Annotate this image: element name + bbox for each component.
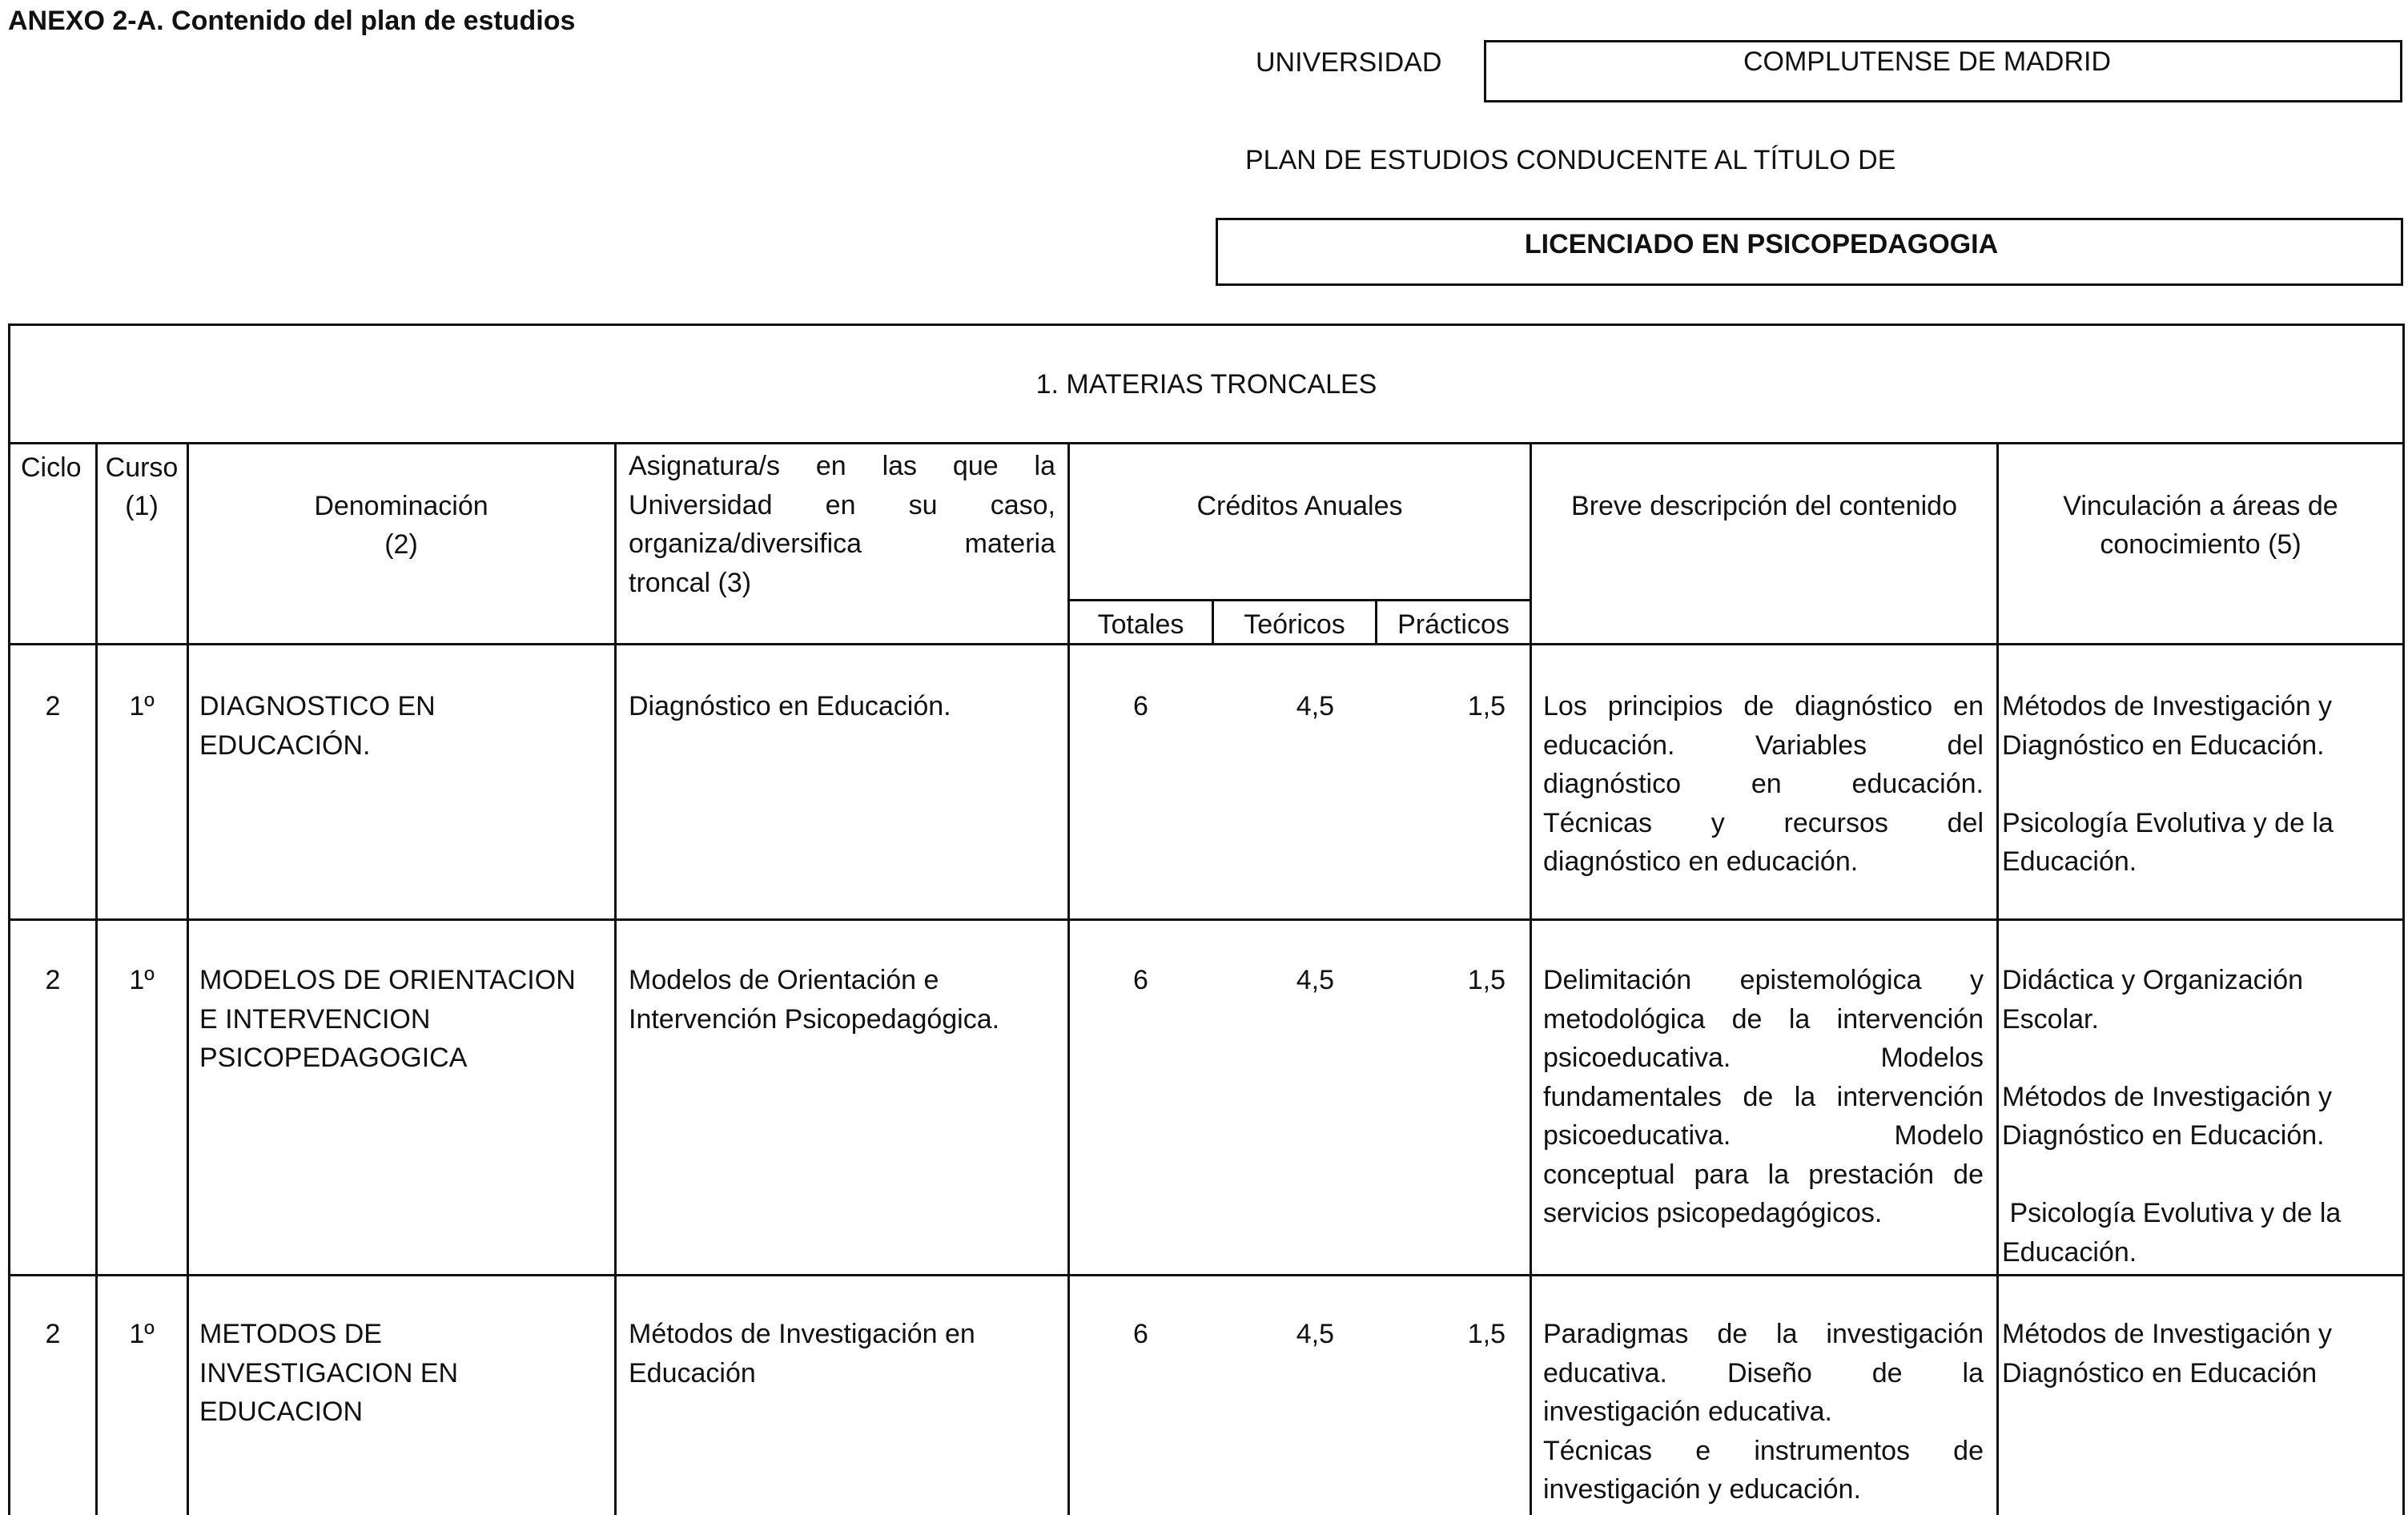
row-practicos: 1,5	[1467, 965, 1506, 995]
row-vinculacion-line: Psicología Evolutiva y de la	[2002, 807, 2334, 838]
col-asignatura-line: organiza/diversifica materia	[629, 528, 1055, 559]
row-vinculacion-line: Diagnóstico en Educación	[2002, 1357, 2318, 1388]
row-vinculacion-line	[2002, 1155, 2341, 1195]
row-practicos: 1,5	[1467, 1319, 1506, 1349]
row-asignatura	[629, 961, 999, 1039]
annex-title: ANEXO 2-A. Contenido del plan de estudios	[8, 6, 576, 36]
row-descripcion-line: fundamentales de la intervención	[1543, 1081, 1984, 1112]
row-vinculacion	[2002, 687, 2334, 882]
row-vinculacion-line: Métodos de Investigación y	[2002, 1319, 2333, 1349]
university-box	[1484, 40, 2402, 102]
col-asignatura	[629, 447, 1055, 602]
col-practicos: Prácticos	[1397, 609, 1510, 640]
row-asignatura-line: Educación	[629, 1357, 756, 1388]
row-vinculacion-line: Didáctica y Organización	[2002, 965, 2304, 995]
row-vinculacion-line	[2002, 765, 2334, 804]
col-asignatura-line: Universidad en su caso,	[629, 489, 1055, 520]
row-descripcion-line: conceptual para la prestación de	[1543, 1159, 1984, 1190]
row-ciclo: 2	[45, 965, 61, 995]
col-vinculacion: Vinculación a áreas de	[2063, 491, 2338, 521]
row-totales: 6	[1133, 691, 1148, 721]
row-descripcion-line: Los principios de diagnóstico en	[1543, 691, 1984, 721]
row-denominacion-line: E INTERVENCION	[199, 1003, 431, 1035]
row-denominacion-line: METODOS DE	[199, 1319, 382, 1349]
row-descripcion	[1543, 687, 1984, 882]
row-descripcion-line: psicoeducativa. Modelo	[1543, 1120, 1984, 1151]
row-descripcion-line: Paradigmas de la investigación	[1543, 1319, 1984, 1349]
col-denominacion: Denominación	[314, 491, 488, 521]
row-denominacion-line: EDUCACIÓN.	[199, 729, 371, 761]
row-vinculacion-line	[2002, 1039, 2341, 1078]
row-vinculacion-line: Diagnóstico en Educación.	[2002, 1120, 2325, 1151]
row-descripcion	[1543, 961, 1984, 1233]
row-denominacion	[199, 1315, 458, 1432]
row-descripcion-line: Técnicas e instrumentos de	[1543, 1435, 1984, 1466]
row-teoricos: 4,5	[1296, 691, 1334, 721]
row-vinculacion-line: Métodos de Investigación y	[2002, 691, 2333, 721]
row-descripcion-line: metodológica de la intervención	[1543, 1003, 1984, 1035]
col-vinculacion-note: conocimiento (5)	[2100, 529, 2301, 560]
row-descripcion-line: servicios psicopedagógicos.	[1543, 1198, 1883, 1228]
row-denominacion-line: INVESTIGACION EN	[199, 1357, 459, 1388]
row-descripcion-line: Delimitación epistemológica y	[1543, 965, 1984, 995]
row-curso: 1º	[129, 965, 155, 995]
row-totales: 6	[1133, 965, 1148, 995]
row-teoricos: 4,5	[1296, 965, 1334, 995]
col-asignatura-line: troncal (3)	[629, 567, 752, 598]
row-descripcion-line: diagnóstico en educación.	[1543, 846, 1859, 877]
row-vinculacion-line: Educación.	[2002, 1236, 2137, 1268]
row-asignatura-line: Diagnóstico en Educación.	[629, 691, 951, 721]
row-denominacion	[199, 961, 576, 1078]
row-teoricos: 4,5	[1296, 1319, 1334, 1349]
row-denominacion-line: EDUCACION	[199, 1396, 364, 1427]
row-denominacion-line: MODELOS DE ORIENTACION	[199, 965, 576, 995]
row-vinculacion-line: Diagnóstico en Educación.	[2002, 729, 2325, 761]
row-vinculacion-line: Psicología Evolutiva y de la	[2002, 1198, 2342, 1228]
row-vinculacion	[2002, 1315, 2332, 1392]
col-totales: Totales	[1097, 609, 1184, 640]
row-vinculacion-line: Escolar.	[2002, 1003, 2099, 1035]
row-vinculacion-line: Educación.	[2002, 846, 2137, 877]
row-totales: 6	[1133, 1319, 1148, 1349]
col-denominacion-note: (2)	[384, 529, 418, 560]
plan-label: PLAN DE ESTUDIOS CONDUCENTE AL TÍTULO DE	[1245, 145, 1896, 175]
row-ciclo: 2	[45, 691, 61, 721]
row-asignatura	[629, 1315, 975, 1392]
row-descripcion-line: diagnóstico en educación.	[1543, 769, 1984, 799]
row-curso: 1º	[129, 691, 155, 721]
col-teoricos: Teóricos	[1244, 609, 1345, 640]
row-asignatura-line: Métodos de Investigación en	[629, 1319, 975, 1349]
row-denominacion-line: PSICOPEDAGOGICA	[199, 1043, 468, 1073]
col-curso-note: (1)	[125, 491, 159, 521]
row-curso: 1º	[129, 1319, 155, 1349]
row-descripcion-line: Técnicas y recursos del	[1543, 807, 1984, 838]
col-descripcion: Breve descripción del contenido	[1571, 491, 1957, 521]
row-practicos: 1,5	[1467, 691, 1506, 721]
row-denominacion-line: DIAGNOSTICO EN	[199, 691, 436, 721]
row-descripcion-line: investigación educativa.	[1543, 1396, 1833, 1427]
row-vinculacion	[2002, 961, 2341, 1272]
row-vinculacion-line: Métodos de Investigación y	[2002, 1081, 2333, 1112]
university-name: COMPLUTENSE DE MADRID	[1743, 46, 2112, 77]
degree-box	[1216, 218, 2403, 286]
row-descripcion	[1543, 1315, 1984, 1509]
row-asignatura-line: Intervención Psicopedagógica.	[629, 1003, 1000, 1035]
row-denominacion	[199, 687, 436, 765]
row-asignatura-line: Modelos de Orientación e	[629, 965, 939, 995]
row-ciclo: 2	[45, 1319, 61, 1349]
row-descripcion-line: educativa. Diseño de la	[1543, 1357, 1984, 1388]
section-title: 1. MATERIAS TRONCALES	[1035, 369, 1377, 400]
university-label: UNIVERSIDAD	[1256, 47, 1442, 78]
col-asignatura-line: Asignatura/s en las que la	[629, 451, 1055, 481]
row-asignatura	[629, 687, 951, 726]
col-curso: Curso	[105, 452, 179, 483]
col-creditos: Créditos Anuales	[1196, 491, 1403, 521]
row-descripcion-line: psicoeducativa. Modelos	[1543, 1043, 1984, 1073]
row-descripcion-line: investigación y educación.	[1543, 1474, 1861, 1505]
degree-title: LICENCIADO EN PSICOPEDAGOGIA	[1524, 229, 1999, 259]
col-ciclo: Ciclo	[21, 452, 82, 483]
row-descripcion-line: educación. Variables del	[1543, 729, 1984, 761]
